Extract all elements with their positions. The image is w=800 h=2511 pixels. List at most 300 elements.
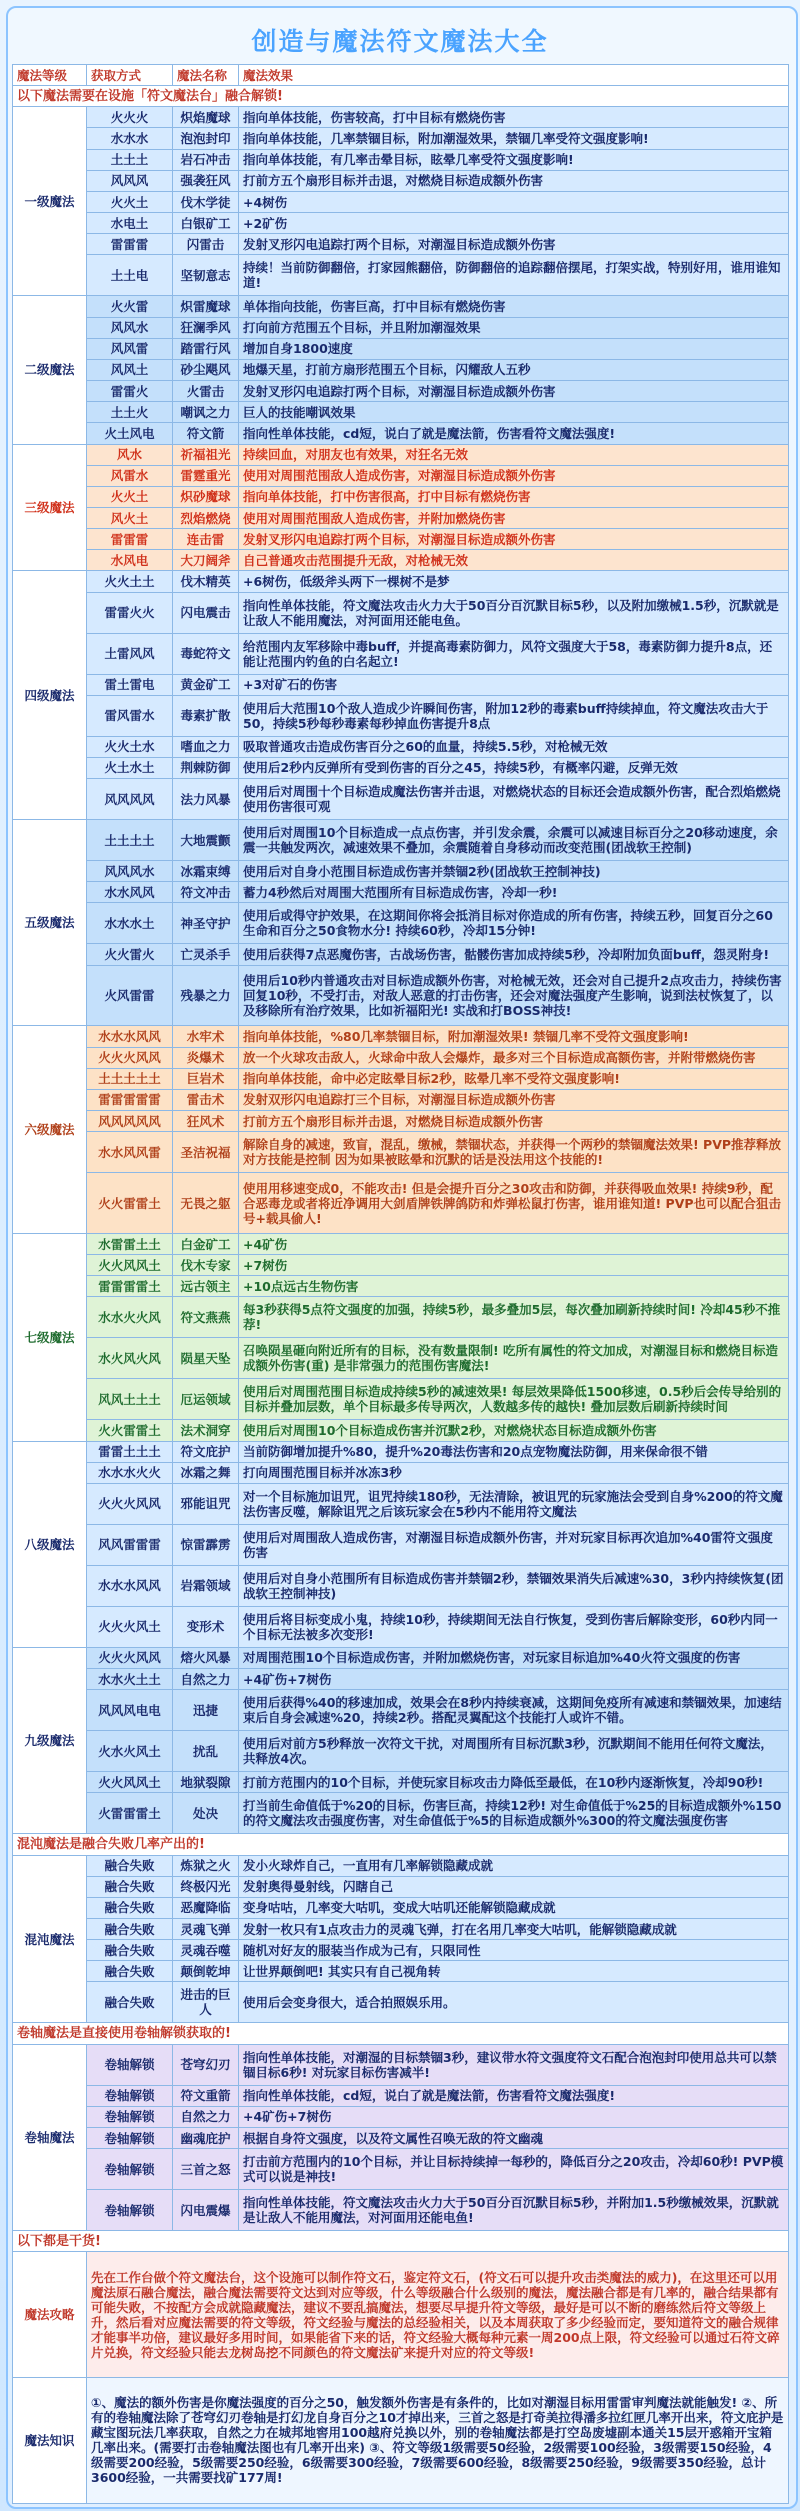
section-banner-row: [13, 86, 789, 107]
magic-effect: 指向单体技能，打中伤害很高，打中目标有燃烧伤害: [239, 486, 789, 507]
magic-name: 岩霜领域: [173, 1565, 239, 1606]
magic-effect: 给范围内友军移除中毒buff，并提高毒素防御力，风符文强度大于58，毒素防御力提升8点，还能让范围内钓鱼的白名起立!: [239, 633, 789, 674]
acquire-method: 土土火: [87, 402, 173, 423]
magic-name: 毒蛇符文: [173, 633, 239, 674]
acquire-method: 融合失败: [87, 1855, 173, 1876]
table-row: [13, 1089, 789, 1110]
acquire-method: 火火风风土: [87, 1255, 173, 1276]
acquire-method: 卷轴解锁: [87, 2127, 173, 2148]
magic-effect: 变身咕咕，几率变大咕叽，变成大咕叽还能解锁隐藏成就: [239, 1897, 789, 1918]
acquire-method: 融合失败: [87, 1982, 173, 2023]
acquire-method: 雷雷雷: [87, 529, 173, 550]
magic-effect: 发小火球炸自己，一直用有几率解锁隐藏成就: [239, 1855, 789, 1876]
table-row: [13, 402, 789, 423]
magic-name: 白金矿工: [173, 1233, 239, 1254]
magic-effect: 根据自身符文强度，以及符文属性召唤无敌的符文幽魂: [239, 2127, 789, 2148]
magic-effect: 每3秒获得5点符文强度的加强，持续5秒，最多叠加5层，每次叠加刷新持续时间! 冷却45秒不推荐!: [239, 1297, 789, 1338]
table-row: [13, 779, 789, 820]
magic-effect: 使用后2秒内反弹所有受到伤害的百分之45，持续5秒，有概率闪避，反弹无效: [239, 757, 789, 778]
magic-name: 终极闪光: [173, 1876, 239, 1897]
acquire-method: 火雷雷雷土: [87, 1793, 173, 1834]
acquire-method: 火火雷火: [87, 944, 173, 965]
acquire-method: 火火雷: [87, 296, 173, 317]
magic-name: 厄运领域: [173, 1379, 239, 1420]
table-row: [13, 674, 789, 695]
acquire-method: 土土电: [87, 255, 173, 296]
table-row: [13, 1961, 789, 1982]
acquire-method: 火火风风土: [87, 1772, 173, 1793]
table-row: [13, 149, 789, 170]
magic-level: 三级魔法: [13, 444, 87, 571]
acquire-method: 火火土水: [87, 736, 173, 757]
magic-effect: 使用对周围范围敌人造成伤害，对潮湿目标造成额外伤害: [239, 465, 789, 486]
table-row: [13, 1379, 789, 1420]
magic-effect: 对周围范围10个目标造成伤害，并附加燃烧伤害，对玩家目标追加%40火符文强度的伤害: [239, 1647, 789, 1668]
acquire-method: 卷轴解锁: [87, 2190, 173, 2231]
magic-name: 惊雷霹雳: [173, 1524, 239, 1565]
magic-effect: +7树伤: [239, 1255, 789, 1276]
magic-effect: 放一个火球攻击敌人，火球命中敌人会爆炸，最多对三个目标造成高额伤害，并附带燃烧伤害: [239, 1047, 789, 1068]
table-row: [13, 550, 789, 571]
magic-effect: 使用后对周围10个目标造成一点点伤害，并引发余震，余震可以减速目标百分之20移动速度，余震一共触发两次，减速效果不叠加，余震随着自身移动而改变范围(团战软王控制): [239, 820, 789, 861]
acquire-method: 火火土: [87, 191, 173, 212]
table-row: [13, 1669, 789, 1690]
acquire-method: 土土土土: [87, 820, 173, 861]
magic-name: 符文冲击: [173, 882, 239, 903]
table-row: [13, 1026, 789, 1047]
magic-effect: 指向性单体技能，符文魔法攻击火力大于50百分百沉默目标5秒，并附加1.5秒缴械效果，沉默就是让敌人不能用魔法，对河面用还能电鱼!: [239, 2190, 789, 2231]
magic-effect: +4矿伤+7树伤: [239, 2106, 789, 2127]
acquire-method: 火火雷雷土: [87, 1173, 173, 1234]
table-row: [13, 820, 789, 861]
magic-name: 砂尘飓风: [173, 359, 239, 380]
table-row: [13, 444, 789, 465]
magic-effect: 使用后获得7点恶魔伤害，古战场伤害，骷髅伤害加成持续5秒，冷却附加负面buff，怨灵附身!: [239, 944, 789, 965]
notes-row: [13, 2252, 789, 2378]
magic-name: 三首之怒: [173, 2149, 239, 2190]
magic-name: 苍穹幻刃: [173, 2044, 239, 2085]
magic-name: 迅捷: [173, 1690, 239, 1731]
magic-effect: 巨人的技能嘲讽效果: [239, 402, 789, 423]
magic-name: 岩石冲击: [173, 149, 239, 170]
table-row: [13, 1606, 789, 1647]
table-row: [13, 128, 789, 149]
magic-name: 灵魂飞弹: [173, 1919, 239, 1940]
magic-effect: 随机对好友的服装当作成为己有，只限同性: [239, 1940, 789, 1961]
table-row: [13, 571, 789, 592]
table-row: [13, 107, 789, 128]
magic-name: 祈福祖光: [173, 444, 239, 465]
magic-effect: 单体指向技能，伤害巨高，打中目标有燃烧伤害: [239, 296, 789, 317]
magic-effect: +4矿伤: [239, 1233, 789, 1254]
magic-name: 毒素扩散: [173, 695, 239, 736]
magic-level: 一级魔法: [13, 107, 87, 296]
acquire-method: 风风水: [87, 317, 173, 338]
magic-effect: 使用对周围范围敌人造成伤害，并附加燃烧伤害: [239, 507, 789, 528]
magic-name: 颠倒乾坤: [173, 1961, 239, 1982]
magic-name: 扰乱: [173, 1731, 239, 1772]
acquire-method: 风风风风: [87, 779, 173, 820]
acquire-method: 火土风电: [87, 423, 173, 444]
acquire-method: 雷雷雷: [87, 234, 173, 255]
acquire-method: 火土水土: [87, 757, 173, 778]
magic-name: 符文燕燕: [173, 1297, 239, 1338]
magic-name: 嗜血之力: [173, 736, 239, 757]
magic-effect: 指向性单体技能，cd短，说白了就是魔法箭，伤害看符文魔法强度!: [239, 2085, 789, 2106]
table-row: [13, 861, 789, 882]
magic-effect: 指向单体技能，命中必定眩晕目标2秒，眩晕几率不受符文强度影响!: [239, 1068, 789, 1089]
acquire-method: 融合失败: [87, 1919, 173, 1940]
acquire-method: 水水火火风: [87, 1297, 173, 1338]
magic-name: 强袭狂风: [173, 170, 239, 191]
magic-effect: 指向性单体技能，符文魔法攻击火力大于50百分百沉默目标5秒，以及附加缴械1.5秒，沉默就是让敌人不能用魔法，对河面用还能电鱼。: [239, 592, 789, 633]
acquire-method: 水水水风风: [87, 1565, 173, 1606]
magic-name: 亡灵杀手: [173, 944, 239, 965]
magic-effect: 增加自身1800速度: [239, 338, 789, 359]
magic-name: 雷击术: [173, 1089, 239, 1110]
section-banner: 以下魔法需要在设施「符文魔法台」融合解锁!: [13, 86, 789, 107]
magic-name: 狂澜季风: [173, 317, 239, 338]
acquire-method: 风风风: [87, 170, 173, 191]
notes-label: 魔法知识: [13, 2377, 87, 2503]
table-row: [13, 2044, 789, 2085]
table-row: [13, 317, 789, 338]
magic-effect: 使用后将目标变成小鬼，持续10秒，持续期间无法自行恢复，受到伤害后解除变形，60秒内同一个目标无法被多次变形!: [239, 1606, 789, 1647]
table-row: [13, 1255, 789, 1276]
magic-level: 六级魔法: [13, 1026, 87, 1234]
acquire-method: 火风雷雷: [87, 965, 173, 1026]
magic-level: 混沌魔法: [13, 1855, 87, 2023]
acquire-method: 火火土: [87, 486, 173, 507]
magic-effect: +10点远古生物伤害: [239, 1276, 789, 1297]
magic-effect: 发射双形闪电追踪打三个目标，对潮湿目标造成额外伤害: [239, 1089, 789, 1110]
table-row: [13, 736, 789, 757]
acquire-method: 风水: [87, 444, 173, 465]
table-row: [13, 1876, 789, 1897]
magic-effect: 地爆天星，打前方扇形范围五个目标，闪耀敌人五秒: [239, 359, 789, 380]
magic-effect: +3对矿石的伤害: [239, 674, 789, 695]
table-row: [13, 1338, 789, 1379]
magic-level: 二级魔法: [13, 296, 87, 444]
table-row: [13, 882, 789, 903]
magic-effect: 打当前生命值低于%20的目标，伤害巨高，持续12秒! 对生命值低于%25的目标造成额外%150的符文魔法攻击强度伤害，对生命值低于%5的目标造成额外%300的符文魔法强度伤害: [239, 1793, 789, 1834]
table-row: [13, 486, 789, 507]
notes-banner: 以下都是干货!: [13, 2231, 789, 2252]
magic-name: 幽魂庇护: [173, 2127, 239, 2148]
magic-name: 巨岩术: [173, 1068, 239, 1089]
table-row: [13, 1483, 789, 1524]
magic-effect: 使用后获得%40的移速加成，效果会在8秒内持续衰减，这期间免疫所有减速和禁锢效果，加速结束后自身会减速%20，持续2秒。搭配灵翼配这个技能打人或许不错。: [239, 1690, 789, 1731]
acquire-method: 融合失败: [87, 1897, 173, 1918]
table-row: [13, 1565, 789, 1606]
acquire-method: 水水风风雷: [87, 1132, 173, 1173]
magic-name: 闪雷击: [173, 234, 239, 255]
acquire-method: 卷轴解锁: [87, 2044, 173, 2085]
acquire-method: 火火土土: [87, 571, 173, 592]
acquire-method: 风雷水: [87, 465, 173, 486]
magic-effect: +4矿伤+7树伤: [239, 1669, 789, 1690]
magic-name: 炽焰魔球: [173, 107, 239, 128]
table-row: [13, 234, 789, 255]
acquire-method: 水水水火火: [87, 1462, 173, 1483]
magic-effect: 持续！当前防御翻倍，打家园熊翻倍，防御翻倍的追踪翻倍摆尾，打架实战，特别好用，谁用谁知道!: [239, 255, 789, 296]
acquire-method: 雷雷火: [87, 381, 173, 402]
acquire-method: 融合失败: [87, 1876, 173, 1897]
section-banner-row: [13, 1834, 789, 1855]
acquire-method: 火火火风风: [87, 1483, 173, 1524]
magic-name: 自然之力: [173, 2106, 239, 2127]
acquire-method: 土土土: [87, 149, 173, 170]
table-row: [13, 1462, 789, 1483]
table-row: [13, 1793, 789, 1834]
section-banner: 卷轴魔法是直接使用卷轴解锁获取的!: [13, 2023, 789, 2044]
magic-name: 水牢术: [173, 1026, 239, 1047]
magic-name: 圣洁祝福: [173, 1132, 239, 1173]
table-row: [13, 1441, 789, 1462]
table-row: [13, 592, 789, 633]
magic-name: 伐木专家: [173, 1255, 239, 1276]
magic-effect: 使用后对周围敌人造成伤害，对潮湿目标造成额外伤害，并对玩家目标再次追加%40雷符文强度伤害: [239, 1524, 789, 1565]
magic-name: 烈焰燃烧: [173, 507, 239, 528]
acquire-method: 水电土: [87, 213, 173, 234]
magic-name: 白银矿工: [173, 213, 239, 234]
magic-name: 陨星天坠: [173, 1338, 239, 1379]
table-row: [13, 1276, 789, 1297]
table-row: [13, 757, 789, 778]
acquire-method: 融合失败: [87, 1961, 173, 1982]
table-row: [13, 1420, 789, 1441]
magic-effect: 使用后对周围10个目标造成伤害并沉默2秒，对燃烧状态目标造成额外伤害: [239, 1420, 789, 1441]
magic-effect: +4树伤: [239, 191, 789, 212]
table-row: [13, 359, 789, 380]
magic-effect: 发射叉形闪电追踪打两个目标，对潮湿目标造成额外伤害: [239, 234, 789, 255]
table-row: [13, 1647, 789, 1668]
table-row: [13, 170, 789, 191]
magic-effect: 打前方五个扇形目标并击退，对燃烧目标造成额外伤害: [239, 170, 789, 191]
magic-effect: 使用后对周围范围目标造成持续5秒的减速效果! 每层效果降低1500移速，0.5秒后会传导给别的目标并叠加层数，单个目标最多传导两次，人数越多传的越快! 叠加层数后刷新持续时间: [239, 1379, 789, 1420]
page-title: 创造与魔法符文魔法大全: [251, 27, 549, 56]
magic-name: 冰霜束缚: [173, 861, 239, 882]
acquire-method: 水水水: [87, 128, 173, 149]
notes-label: 魔法攻略: [13, 2252, 87, 2378]
magic-effect: +2矿伤: [239, 213, 789, 234]
acquire-method: 雷风雷水: [87, 695, 173, 736]
magic-effect: 使用后对周围十个目标造成魔法伤害并击退，对燃烧状态的目标还会造成额外伤害，配合烈焰燃烧使用伤害很可观: [239, 779, 789, 820]
magic-name: 坚韧意志: [173, 255, 239, 296]
table-row: [13, 1919, 789, 1940]
table-row: [13, 465, 789, 486]
table-row: [13, 1068, 789, 1089]
column-header: 获取方式: [87, 65, 173, 86]
magic-effect: 指向单体技能，有几率击晕目标，眩晕几率受符文强度影响!: [239, 149, 789, 170]
magic-name: 进击的巨人: [173, 1982, 239, 2023]
magic-effect: 指向性单体技能，cd短，说白了就是魔法箭，伤害看符文魔法强度!: [239, 423, 789, 444]
magic-level: 七级魔法: [13, 1233, 87, 1441]
magic-name: 雷霆重光: [173, 465, 239, 486]
magic-level: 九级魔法: [13, 1647, 87, 1833]
table-row: [13, 1772, 789, 1793]
table-row: [13, 2106, 789, 2127]
magic-name: 火雷击: [173, 381, 239, 402]
table-row: [13, 695, 789, 736]
magic-name: 闪电震击: [173, 592, 239, 633]
magic-level: 八级魔法: [13, 1441, 87, 1647]
table-row: [13, 255, 789, 296]
magic-effect: 自己普通攻击范围提升无敌，对枪械无效: [239, 550, 789, 571]
acquire-method: 水风电: [87, 550, 173, 571]
table-row: [13, 1855, 789, 1876]
table-row: [13, 338, 789, 359]
magic-name: 泡泡封印: [173, 128, 239, 149]
magic-name: 伐木精英: [173, 571, 239, 592]
acquire-method: 风风雷: [87, 338, 173, 359]
acquire-method: 火火雷雷土: [87, 1420, 173, 1441]
acquire-method: 火火火: [87, 107, 173, 128]
magic-name: 伐木学徒: [173, 191, 239, 212]
magic-name: 冰霜之舞: [173, 1462, 239, 1483]
magic-name: 残暴之力: [173, 965, 239, 1026]
magic-effect: 使用后大范围10个敌人造成少许瞬间伤害，附加12秒的毒素buff持续掉血，符文魔法攻击大于50，持续5秒每秒毒素每秒掉血伤害提升8点: [239, 695, 789, 736]
column-header: 魔法效果: [239, 65, 789, 86]
magic-effect: 使用后对自身小范围所有目标造成伤害并禁锢2秒，禁锢效果消失后减速%30，3秒内持续恢复(团战软王控制神技): [239, 1565, 789, 1606]
table-header-row: [13, 65, 789, 86]
magic-name: 地狱裂隙: [173, 1772, 239, 1793]
magic-name: 处决: [173, 1793, 239, 1834]
magic-effect: 指向单体技能，几率禁锢目标，附加潮湿效果，禁锢几率受符文强度影响!: [239, 128, 789, 149]
magic-effect: 使用后10秒内普通攻击对目标造成额外伤害，对枪械无效，还会对自己提升2点攻击力，持续伤害回复10秒，不受打击，对敌人恶意的打击伤害，还会对魔法强度产生影响，说到法杖恢复了，以及移除所有治疗效果，比如祈福阳光! 实战和打BOSS神技!: [239, 965, 789, 1026]
acquire-method: 风风土土土: [87, 1379, 173, 1420]
magic-name: 符文重箭: [173, 2085, 239, 2106]
magic-effect: 打前方五个扇形目标并击退，对燃烧目标造成额外伤害: [239, 1110, 789, 1131]
table-row: [13, 633, 789, 674]
acquire-method: 火火火风风: [87, 1047, 173, 1068]
acquire-method: 雷雷雷雷雷: [87, 1089, 173, 1110]
magic-name: 变形术: [173, 1606, 239, 1647]
magic-name: 无畏之躯: [173, 1173, 239, 1234]
notes-row: [13, 2377, 789, 2503]
acquire-method: 火火火风土: [87, 1606, 173, 1647]
magic-name: 大刀阔斧: [173, 550, 239, 571]
acquire-method: 风风风电电: [87, 1690, 173, 1731]
notes-text: ①、魔法的额外伤害是你魔法强度的百分之50，触发额外伤害是有条件的，比如对潮湿目标用雷雷审判魔法就能触发! ②、所有的卷轴魔法除了苍穹幻刃卷轴是打幻龙自身百分之10才掉出来，三首之怒是打奇美拉得潘多拉红匣几率开出来，符文庇护是藏宝图玩法几率获取，自然之力在城邦地窖用100越府兑换以外，别的卷轴魔法都是打空岛废墟副本通关15层开惑箱开宝箱几率出来。(需要打击卷轴魔法图也有几率开出来) ③、符文等级1级需要50经验，2级需要100经验，3级需要150经验，4级需要200经验，5级需要250经验，6级需要300经验，7级需要600经验，8级需要250经验，9级需要350经验，总计3600经验，一共需要找矿177周!: [87, 2377, 789, 2503]
magic-effect: 打向前方范围五个目标，并且附加潮湿效果: [239, 317, 789, 338]
magic-name: 连击雷: [173, 529, 239, 550]
magic-name: 炼狱之火: [173, 1855, 239, 1876]
table-row: [13, 944, 789, 965]
acquire-method: 雷雷雷雷土: [87, 1276, 173, 1297]
magic-name: 炎爆术: [173, 1047, 239, 1068]
section-banner: 混沌魔法是融合失败几率产出的!: [13, 1834, 789, 1855]
magic-name: 狂风术: [173, 1110, 239, 1131]
magic-name: 炽雷魔球: [173, 296, 239, 317]
table-row: [13, 1233, 789, 1254]
acquire-method: 土土土土土: [87, 1068, 173, 1089]
magic-effect: 召唤陨星砸向附近所有的目标，没有数量限制! 吃所有属性的符文加成，对潮湿目标和燃烧目标造成额外伤害(重) 是非常强力的范围伤害魔法!: [239, 1338, 789, 1379]
table-row: [13, 1731, 789, 1772]
magic-name: 闪电震爆: [173, 2190, 239, 2231]
magic-effect: 打击前方范围内的10个目标，并让目标持续掉一每秒的，降低百分之20攻击，冷却60秒! PVP模式可以说是神技!: [239, 2149, 789, 2190]
magic-effect: 持续回血，对朋友也有效果，对狂名无效: [239, 444, 789, 465]
magic-level: 卷轴魔法: [13, 2044, 87, 2230]
magic-effect: 打向周围范围目标并冰冻3秒: [239, 1462, 789, 1483]
acquire-method: 卷轴解锁: [87, 2106, 173, 2127]
magic-name: 大地震颤: [173, 820, 239, 861]
table-row: [13, 529, 789, 550]
magic-name: 熔火风暴: [173, 1647, 239, 1668]
magic-name: 符文庇护: [173, 1441, 239, 1462]
acquire-method: 风风雷雷雷: [87, 1524, 173, 1565]
magic-name: 恶魔降临: [173, 1897, 239, 1918]
magic-effect: 对一个目标施加诅咒，诅咒持续180秒，无法清除，被诅咒的玩家施法会受到自身%200的符文魔法伤害反噬，解除诅咒之后该玩家会在5秒内不能用符文魔法: [239, 1483, 789, 1524]
table-row: [13, 1047, 789, 1068]
acquire-method: 水水水土: [87, 903, 173, 944]
table-row: [13, 507, 789, 528]
magic-name: 法力风暴: [173, 779, 239, 820]
table-row: [13, 2085, 789, 2106]
magic-effect: 使用后或得守护效果，在这期间你将会抵消目标对你造成的所有伤害，持续五秒，回复百分之60生命和百分之50食物水分! 持续60秒，冷却15分钟!: [239, 903, 789, 944]
table-row: [13, 1297, 789, 1338]
acquire-method: 风风风风风: [87, 1110, 173, 1131]
magic-name: 踏雷行风: [173, 338, 239, 359]
magic-name: 邪能诅咒: [173, 1483, 239, 1524]
acquire-method: 火水火风土: [87, 1731, 173, 1772]
magic-name: 符文箭: [173, 423, 239, 444]
acquire-method: 雷雷火火: [87, 592, 173, 633]
magic-name: 远古领主: [173, 1276, 239, 1297]
table-row: [13, 965, 789, 1026]
magic-effect: 吸取普通攻击造成伤害百分之60的血量，持续5.5秒，对枪械无效: [239, 736, 789, 757]
table-row: [13, 903, 789, 944]
magic-name: 黄金矿工: [173, 674, 239, 695]
table-row: [13, 296, 789, 317]
magic-effect: 发射叉形闪电追踪打两个目标，对潮湿目标造成额外伤害: [239, 381, 789, 402]
table-row: [13, 2149, 789, 2190]
magic-effect: 使用后对自身小范围目标造成伤害并禁锢2秒(团战软王控制神技): [239, 861, 789, 882]
acquire-method: 融合失败: [87, 1940, 173, 1961]
magic-name: 炽砂魔球: [173, 486, 239, 507]
magic-effect: +6树伤，低级斧头两下一棵树不是梦: [239, 571, 789, 592]
acquire-method: 风火土: [87, 507, 173, 528]
table-row: [13, 1982, 789, 2023]
acquire-method: 卷轴解锁: [87, 2085, 173, 2106]
table-row: [13, 1132, 789, 1173]
table-row: [13, 423, 789, 444]
magic-name: 嘲讽之力: [173, 402, 239, 423]
magic-name: 法术洞穿: [173, 1420, 239, 1441]
acquire-method: 卷轴解锁: [87, 2149, 173, 2190]
magic-effect: 发射一枚只有1点攻击力的灵魂飞弹，打在名用几率变大咕叽，能解锁隐藏成就: [239, 1919, 789, 1940]
table-row: [13, 1110, 789, 1131]
acquire-method: 土雷风风: [87, 633, 173, 674]
table-row: [13, 1690, 789, 1731]
magic-effect: 蓄力4秒然后对周围大范围所有目标造成伤害，冷却一秒!: [239, 882, 789, 903]
magic-effect: 发射奥得曼射线，闪瞎自己: [239, 1876, 789, 1897]
table-row: [13, 2190, 789, 2231]
magic-effect: 使用后会变身很大，适合拍照娱乐用。: [239, 1982, 789, 2023]
magic-name: 灵魂吞噬: [173, 1940, 239, 1961]
table-row: [13, 1940, 789, 1961]
magic-name: 荆棘防御: [173, 757, 239, 778]
column-header: 魔法名称: [173, 65, 239, 86]
acquire-method: 水水水风风: [87, 1026, 173, 1047]
magic-effect: 使用用移速变成0，不能攻击! 但是会提升百分之30攻击和防御，并获得吸血效果! 持续9秒，配合恶毒龙或者将近净调用大剑盾牌铁牌鸽防和炸弹松鼠打伤害，谁用谁知道! PVP也可以配合狙击号+载具偷人!: [239, 1173, 789, 1234]
acquire-method: 风风风水: [87, 861, 173, 882]
notes-text: 先在工作台做个符文魔法台，这个设施可以制作符文石，鉴定符文石，(符文石可以提升攻击类魔法的威力)，在这里还可以用魔法原石融合魔法，融合魔法需要符文达到对应等级，什么等级融合什么级别的魔法，魔法融合都是有几率的，融合结果都有可能失败，不按配方会成就隐藏魔法，建议不要乱搞魔法，想要尽早提升符文等级，最好是可以不断的磨练然后符文等级上升，然后看对应魔法需要的符文等级，符文经验与魔法的总经验相关，以及本周获取了多少经验而定，要知道符文的融合规律才能事半功倍，建议最好多用时间，如果能省下来的话，符文经验大概每种元素一周200点上限，符文经验可以通过石符文碎片兑换，符文经验只能去龙树岛挖不同颜色的符文魔法矿来提升对应的符文等级!: [87, 2252, 789, 2378]
table-row: [13, 1524, 789, 1565]
magic-effect: 打前方范围内的10个目标，并使玩家目标攻击力降低至最低，在10秒内逐渐恢复，冷却90秒!: [239, 1772, 789, 1793]
magic-effect: 指向单体技能，伤害较高，打中目标有燃烧伤害: [239, 107, 789, 128]
acquire-method: 火火火风风: [87, 1647, 173, 1668]
